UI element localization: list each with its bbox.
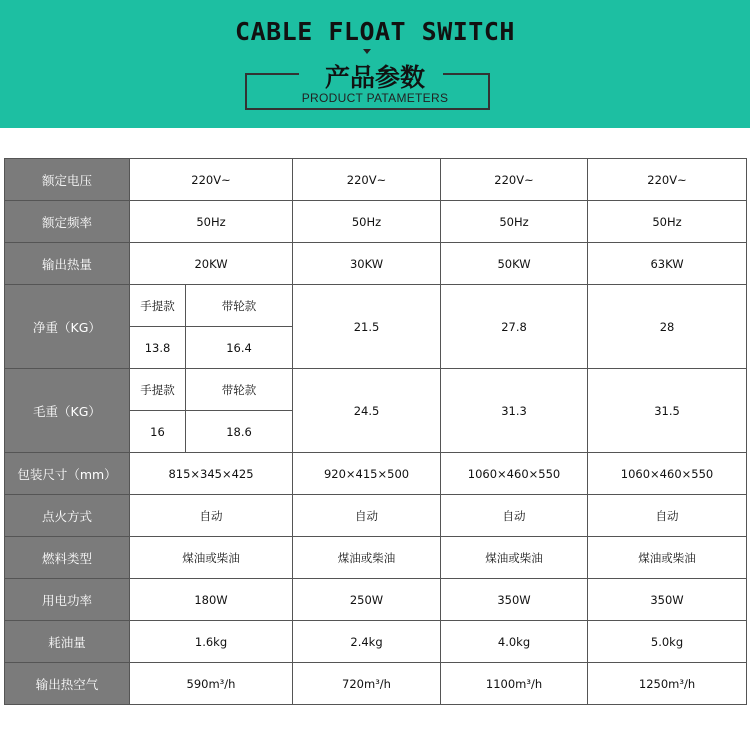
table-cell: 自动 (293, 495, 441, 537)
table-cell: 220V~ (441, 159, 588, 201)
table-cell: 18.6 (186, 411, 293, 453)
table-row (5, 369, 747, 411)
table-cell: 27.8 (441, 285, 588, 369)
table-cell: 50Hz (293, 201, 441, 243)
row-label: 输出热量 (5, 243, 130, 285)
table-cell: 1060×460×550 (441, 453, 588, 495)
sub-header-cell: 手提款 (130, 285, 186, 327)
table-cell: 煤油或柴油 (588, 537, 747, 579)
table-row (5, 201, 747, 243)
row-label: 耗油量 (5, 621, 130, 663)
table-cell: 1250m³/h (588, 663, 747, 705)
row-label: 额定频率 (5, 201, 130, 243)
header-banner (0, 0, 750, 128)
row-label: 输出热空气 (5, 663, 130, 705)
row-label: 燃料类型 (5, 537, 130, 579)
table-cell: 180W (130, 579, 293, 621)
table-cell: 28 (588, 285, 747, 369)
table-row (5, 537, 747, 579)
table-cell: 1.6kg (130, 621, 293, 663)
table-row (5, 579, 747, 621)
table-cell: 31.3 (441, 369, 588, 453)
row-label: 包装尺寸（mm） (5, 453, 130, 495)
table-cell: 21.5 (293, 285, 441, 369)
table-cell: 自动 (588, 495, 747, 537)
sub-header-cell: 带轮款 (186, 285, 293, 327)
table-cell: 16 (130, 411, 186, 453)
caret-down-icon (363, 49, 371, 54)
table-cell: 350W (441, 579, 588, 621)
row-label: 净重（KG） (5, 285, 130, 369)
row-label: 额定电压 (5, 159, 130, 201)
table-row (5, 159, 747, 201)
table-cell: 220V~ (293, 159, 441, 201)
row-label: 用电功率 (5, 579, 130, 621)
table-cell: 220V~ (130, 159, 293, 201)
table-cell: 5.0kg (588, 621, 747, 663)
table-cell: 63KW (588, 243, 747, 285)
table-cell: 250W (293, 579, 441, 621)
table-row (5, 621, 747, 663)
table-row (5, 495, 747, 537)
table-cell: 20KW (130, 243, 293, 285)
table-cell: 1100m³/h (441, 663, 588, 705)
banner-title-cn: 产品参数 (324, 63, 425, 92)
table-cell: 30KW (293, 243, 441, 285)
sub-header-cell: 带轮款 (186, 369, 293, 411)
table-cell: 煤油或柴油 (130, 537, 293, 579)
table-cell: 220V~ (588, 159, 747, 201)
table-cell: 1060×460×550 (588, 453, 747, 495)
table-row (5, 285, 747, 327)
banner-subtitle: PRODUCT PATAMETERS (301, 91, 449, 105)
table-cell: 50Hz (441, 201, 588, 243)
table-row (5, 243, 747, 285)
table-row (5, 663, 747, 705)
table-cell: 815×345×425 (130, 453, 293, 495)
table-cell: 50KW (441, 243, 588, 285)
table-cell: 13.8 (130, 327, 186, 369)
table-cell: 自动 (130, 495, 293, 537)
table-cell: 2.4kg (293, 621, 441, 663)
table-cell: 16.4 (186, 327, 293, 369)
table-cell: 50Hz (130, 201, 293, 243)
table-row (5, 453, 747, 495)
table-cell: 4.0kg (441, 621, 588, 663)
spec-table (4, 158, 747, 705)
sub-header-cell: 手提款 (130, 369, 186, 411)
table-cell: 煤油或柴油 (293, 537, 441, 579)
table-cell: 920×415×500 (293, 453, 441, 495)
table-cell: 590m³/h (130, 663, 293, 705)
table-cell: 煤油或柴油 (441, 537, 588, 579)
row-label: 点火方式 (5, 495, 130, 537)
table-cell: 50Hz (588, 201, 747, 243)
table-cell: 720m³/h (293, 663, 441, 705)
banner-title: CABLE FLOAT SWITCH (235, 17, 515, 46)
table-cell: 24.5 (293, 369, 441, 453)
table-cell: 自动 (441, 495, 588, 537)
table-cell: 350W (588, 579, 747, 621)
row-label: 毛重（KG） (5, 369, 130, 453)
table-cell: 31.5 (588, 369, 747, 453)
